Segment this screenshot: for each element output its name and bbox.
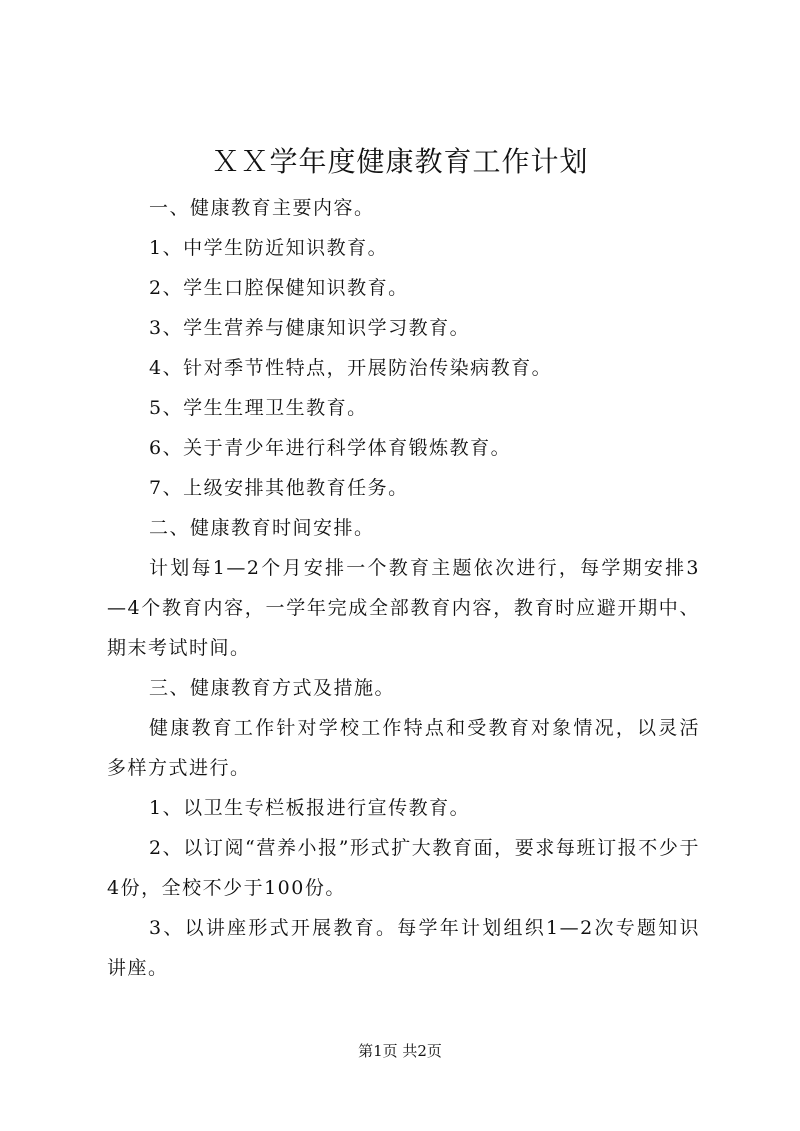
list-item: 2、以订阅“营养小报”形式扩大教育面，要求每班订报不少于4份，全校不少于100份。 bbox=[107, 837, 700, 899]
document-title: ＸＸ学年度健康教育工作计划 bbox=[211, 145, 589, 178]
list-item: 5、学生生理卫生教育。 bbox=[149, 397, 368, 419]
list-item: 6、关于青少年进行科学体育锻炼教育。 bbox=[149, 437, 512, 459]
list-item: 4、针对季节性特点，开展防治传染病教育。 bbox=[149, 357, 553, 379]
schedule-paragraph: 计划每1—2个月安排一个教育主题依次进行，每学期安排3—4个教育内容，一学年完成全部教育内容，教育时应避开期中、期末考试时间。 bbox=[107, 557, 700, 659]
list-item: 3、以讲座形式开展教育。每学年计划组织1—2次专题知识讲座。 bbox=[107, 917, 700, 979]
methods-paragraph: 健康教育工作针对学校工作特点和受教育对象情况，以灵活多样方式进行。 bbox=[107, 717, 700, 779]
section-heading-schedule: 二、健康教育时间安排。 bbox=[149, 517, 375, 539]
list-item: 2、学生口腔保健知识教育。 bbox=[149, 277, 409, 299]
document-body bbox=[107, 188, 700, 988]
list-item: 1、以卫生专栏板报进行宣传教育。 bbox=[149, 797, 471, 819]
list-item: 7、上级安排其他教育任务。 bbox=[149, 477, 409, 499]
list-item: 1、中学生防近知识教育。 bbox=[149, 237, 389, 259]
section-heading-content: 一、健康教育主要内容。 bbox=[149, 197, 375, 219]
section-heading-methods: 三、健康教育方式及措施。 bbox=[149, 677, 396, 699]
page-number-footer: 第1页 共2页 bbox=[358, 1042, 442, 1060]
list-item: 3、学生营养与健康知识学习教育。 bbox=[149, 317, 471, 339]
